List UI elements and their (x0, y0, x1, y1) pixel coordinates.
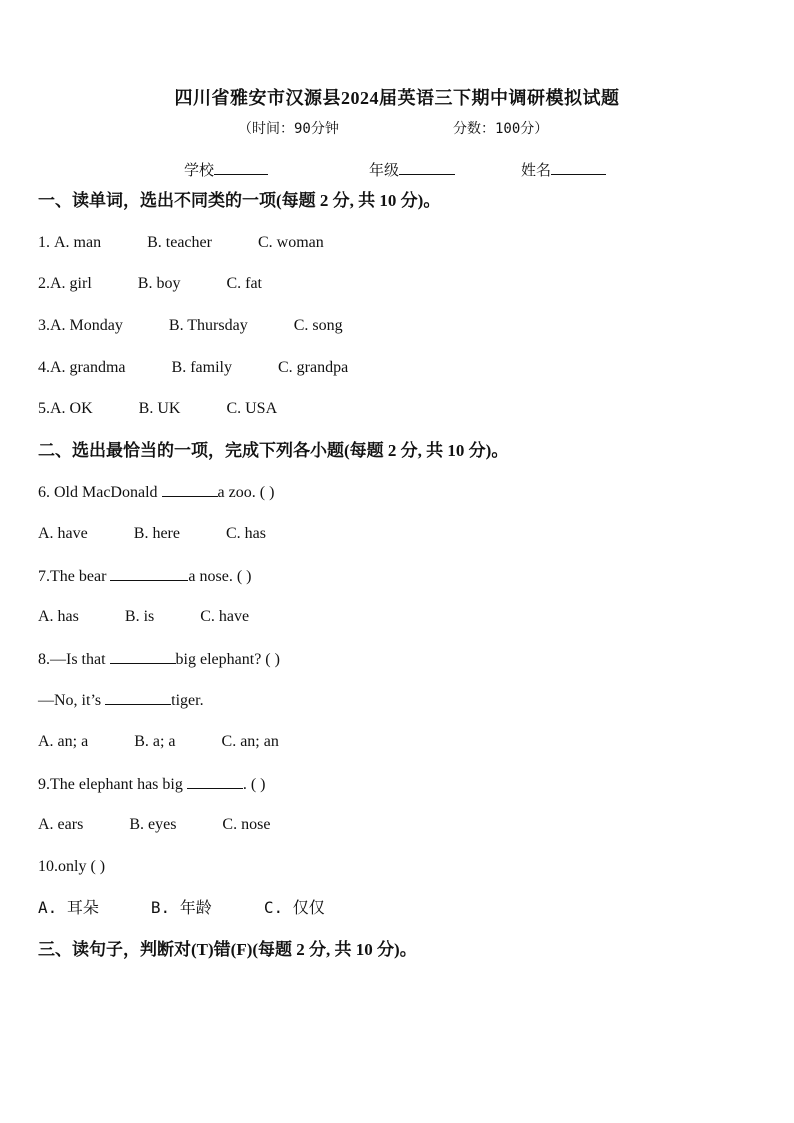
question-10-options (38, 898, 325, 918)
option-b[interactable]: B. is (124, 608, 155, 625)
option-c[interactable]: C. an; an (221, 733, 279, 750)
option-a[interactable]: A. Monday (50, 317, 123, 334)
option-c[interactable]: C. nose (222, 816, 271, 833)
answer-paren[interactable]: ( ) (265, 651, 280, 668)
question-stem: 7.The bear (38, 568, 107, 585)
question-stem-end: . (242, 776, 247, 793)
answer-paren[interactable]: ( ) (90, 858, 106, 875)
answer-blank[interactable] (110, 649, 176, 664)
option-a[interactable]: A. man (54, 234, 102, 251)
answer-blank[interactable] (162, 482, 218, 497)
option-b[interactable]: B. eyes (129, 816, 177, 833)
exam-title: 四川省雅安市汉源县2024届英语三下期中调研模拟试题 (174, 88, 620, 108)
option-a[interactable]: A. girl (50, 275, 92, 292)
option-a[interactable]: A. ears (38, 816, 84, 833)
name-blank[interactable] (551, 162, 606, 175)
question-4 (38, 358, 348, 378)
question-stem: 8.—Is that (38, 651, 106, 668)
option-b[interactable]: B. UK (138, 400, 181, 417)
school-label: 学校 (184, 163, 215, 179)
option-b[interactable]: B. teacher (147, 234, 212, 251)
option-c[interactable]: C. has (225, 525, 266, 542)
answer-paren[interactable]: ( ) (259, 484, 275, 501)
question-2 (38, 274, 262, 294)
section3-heading: 三、读句子，判断对(T)错(F)(每题 2 分, 共 10 分)。 (38, 940, 417, 959)
option-b[interactable]: B. Thursday (168, 317, 248, 334)
option-a[interactable]: A. grandma (50, 359, 126, 376)
question-number: 5. (38, 400, 50, 417)
option-c[interactable]: C. USA (226, 400, 278, 417)
question-stem-end: tiger. (171, 692, 204, 709)
question-stem-end: a nose. (188, 568, 233, 585)
question-5 (38, 399, 277, 419)
option-b[interactable]: B. family (171, 359, 232, 376)
school-blank[interactable] (214, 162, 268, 175)
option-a[interactable]: A. an; a (38, 733, 89, 750)
exam-score: 分数：100分） (453, 121, 549, 137)
option-a[interactable]: A. has (38, 608, 79, 625)
question-stem: 6. Old MacDonald (38, 484, 158, 501)
question-stem: —No, it’s (38, 692, 102, 709)
question-stem: 10.only (38, 858, 87, 875)
question-8-line2 (38, 690, 204, 711)
question-3 (38, 316, 343, 336)
option-c[interactable]: C. song (293, 317, 343, 334)
question-number: 2. (38, 275, 50, 292)
answer-blank[interactable] (187, 774, 243, 789)
option-c[interactable]: C. 仅仅 (263, 898, 325, 917)
grade-field[interactable] (369, 159, 455, 180)
answer-blank[interactable] (110, 566, 188, 581)
option-c[interactable]: C. have (200, 608, 250, 625)
option-b[interactable]: B. boy (137, 275, 181, 292)
option-c[interactable]: C. woman (257, 234, 324, 251)
question-8 (38, 649, 280, 670)
question-7 (38, 566, 252, 587)
answer-paren[interactable]: ( ) (236, 568, 252, 585)
school-field[interactable] (184, 159, 268, 180)
grade-label: 年级 (369, 163, 400, 179)
option-c[interactable]: C. grandpa (277, 359, 349, 376)
option-b[interactable]: B. here (133, 525, 180, 542)
question-8-options (38, 732, 279, 752)
option-a[interactable]: A. OK (50, 400, 93, 417)
question-number: 4. (38, 359, 50, 376)
exam-time: （时间：90分钟 (238, 121, 339, 137)
question-stem-end: a zoo. (217, 484, 256, 501)
question-9 (38, 774, 266, 795)
name-label: 姓名 (521, 163, 552, 179)
option-b[interactable]: B. a; a (134, 733, 176, 750)
option-a[interactable]: A. 耳朵 (38, 898, 99, 917)
question-7-options (38, 607, 249, 627)
grade-blank[interactable] (399, 162, 455, 175)
name-field[interactable] (521, 159, 606, 180)
question-stem-end: big elephant? (175, 651, 262, 668)
answer-paren[interactable]: ( ) (250, 776, 266, 793)
question-9-options (38, 815, 270, 835)
question-10 (38, 857, 105, 877)
question-number: 1. (38, 234, 54, 251)
section2-heading: 二、选出最恰当的一项，完成下列各小题(每题 2 分, 共 10 分)。 (38, 441, 509, 460)
section1-heading: 一、读单词，选出不同类的一项(每题 2 分, 共 10 分)。 (38, 191, 441, 210)
question-6 (38, 482, 274, 503)
option-c[interactable]: C. fat (226, 275, 262, 292)
question-stem: 9.The elephant has big (38, 776, 183, 793)
question-1 (38, 233, 324, 253)
option-b[interactable]: B. 年龄 (150, 898, 212, 917)
question-number: 3. (38, 317, 50, 334)
option-a[interactable]: A. have (38, 525, 88, 542)
question-6-options (38, 524, 266, 544)
answer-blank[interactable] (105, 690, 171, 705)
